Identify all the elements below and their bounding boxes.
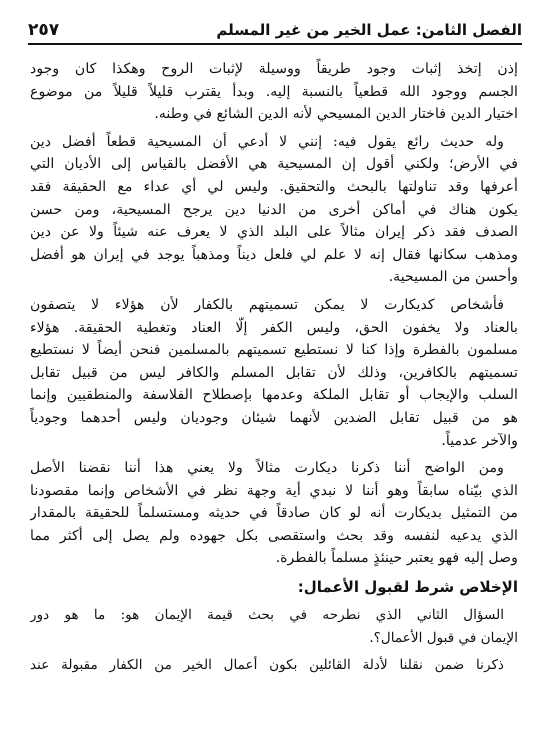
paragraph xyxy=(30,294,518,452)
paragraph xyxy=(30,58,518,126)
text-line: تسميتهم بالكافرين، وذلك لأن تقابل المسلم والكافر ليس من قبيل تقابل xyxy=(30,364,518,381)
text-line: وأحسن من المسيحية. xyxy=(388,269,518,286)
text-line: يكون هناك في أماكن أخرى من الدنيا دين يرجح المسيحية، ومن حسن xyxy=(30,201,518,218)
text-line: ومن الواضح أننا ذكرنا ديكارت مثالاً ولا يعني هذا أننا نقضنا الأصل xyxy=(30,460,504,477)
body-text xyxy=(30,58,518,682)
text-line: بالعناد ولا يخفون الحق، وليس الكفر إلّا العناد وتغطية الحقيقة. هؤلاء xyxy=(30,319,518,336)
text-line: هو من قبيل تقابل الضدين لأنهما شيئان وجوديان وليس أحدهما وجودياً xyxy=(30,409,518,426)
page-header xyxy=(28,18,522,40)
paragraph xyxy=(30,131,518,289)
text-line: وله حديث رائع يقول فيه: إنني لا أدعي أن المسيحية قطعاً أفضل دين xyxy=(30,133,504,150)
text-line: فأشخاص كديكارت لا يمكن تسميتهم بالكفار لأن هؤلاء لا يتصفون xyxy=(30,296,504,313)
text-line: السؤال الثاني الذي نطرحه في بحث قيمة الإيمان هو: ما هو دور xyxy=(30,607,504,624)
text-line: والآخر عدمياً. xyxy=(441,432,518,449)
text-line: الصدف فقد ذكر إيران مثالاً على البلد الذي لا يعرف عنه شيئاً ولا عن دين xyxy=(30,224,518,241)
text-line: من التمثيل بديكارت أنه لو كان صادقاً في حديثه ومستسلماً للحقيقة بالمقدار xyxy=(30,505,518,522)
header-rule xyxy=(28,43,522,45)
text-line: السلب والإيجاب أو تقابل الملكة وعدمها بإصطلاح الفلاسفة والمنطقيين وإنما xyxy=(30,387,518,404)
text-line: الذي يدعيه لنفسه وقد بحث واستقصى بكل جهوده ولم يصل إلى أكثر مما xyxy=(30,527,518,544)
text-line: الجسم ووجود الله قطعياً بالنسبة إليه. وبدأ يقترب قليلاً قليلاً من موضوع xyxy=(30,83,518,100)
paragraph xyxy=(30,457,518,570)
paragraph xyxy=(30,654,518,677)
text-line: في الأرض؛ ولكني أقول إن المسيحية هي الأفضل بالقياس إلى الأديان التي xyxy=(30,156,518,173)
text-line: وصل إليه فهو يعتبر حينئذٍ مسلماً بالفطرة. xyxy=(275,550,518,567)
paragraph xyxy=(30,604,518,649)
text-line: اختيار الدين فاختار الدين المسيحي لأنه الدين الشائع في وطنه. xyxy=(154,106,518,123)
running-title: الفصل الثامن: عمل الخير من غير المسلم xyxy=(216,21,522,39)
text-line: الذي بيّناه سابقاً وهو أننا لا نبدي أية وجهة نظر في الأشخاص وإنما مقصودنا xyxy=(30,482,518,499)
text-line: ومذهب سكانها فقال إنه لا علم لي فلعل ديناً ومذهباً يوجد في إيران هو أفضل xyxy=(30,246,518,263)
text-line: الإيمان في قبول الأعمال؟. xyxy=(369,629,518,646)
text-line: أعرفها وقد تناولتها بالبحث والتحقيق. وليس لي أي عداء مع الحقيقة فقد xyxy=(30,178,518,195)
text-line: مسلمون بالفطرة وإذا كنا لا نستطيع تسميتهم بالمسلمين فنحن أيضاً لا نستطيع xyxy=(30,342,518,359)
text-line: إذن إتخذ إثبات وجود طريقاً ووسيلة لإثبات الروح وهكذا كان وجود xyxy=(30,61,518,77)
page-number: ٢٥٧ xyxy=(28,20,60,40)
text-line: ذكرنا ضمن نقلنا لأدلة القائلين بكون أعمال الخير من الكفار مقبولة عند xyxy=(30,657,504,674)
section-heading: الإخلاص شرط لقبول الأعمال: xyxy=(297,578,518,597)
